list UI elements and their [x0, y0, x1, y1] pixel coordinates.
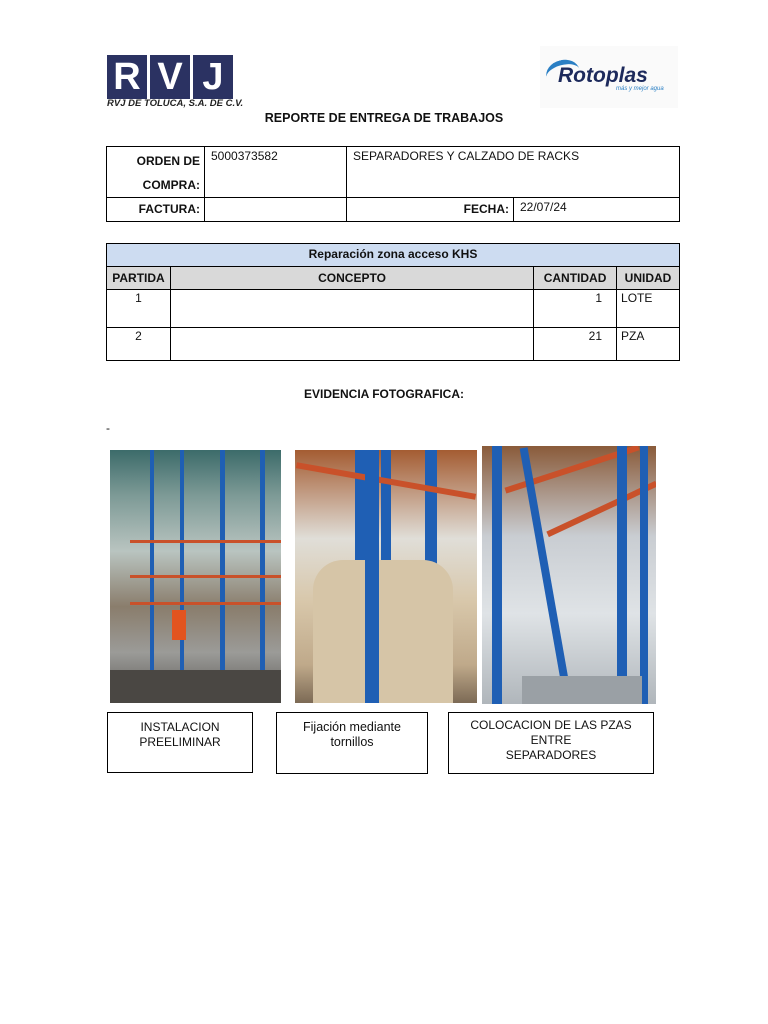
column-header-concepto: CONCEPTO [170, 267, 533, 290]
unidad-cell: PZA [617, 328, 680, 361]
dash-marker: - [106, 421, 110, 435]
rvj-logo-letter: R [107, 55, 147, 99]
caption-line: Fijación mediante [303, 720, 401, 734]
unidad-cell: LOTE [617, 290, 680, 328]
rvj-logo [107, 55, 233, 99]
photo-separators [482, 446, 656, 704]
evidence-heading: EVIDENCIA FOTOGRAFICA: [303, 387, 464, 401]
column-header-unidad: UNIDAD [617, 267, 680, 290]
orden-label-line1: ORDEN DE [136, 154, 200, 168]
caption-line: INSTALACION [140, 720, 220, 734]
rotoplas-logo-text: Rotoplas [558, 64, 648, 87]
rvj-company-name: RVJ DE TOLUCA, S.A. DE C.V. [107, 98, 244, 109]
caption-line: SEPARADORES [505, 748, 597, 762]
report-title: REPORTE DE ENTREGA DE TRABAJOS [264, 111, 504, 125]
fecha-value: 22/07/24 [514, 198, 680, 222]
photo-rack-screws [295, 450, 477, 703]
photo-caption [107, 712, 253, 773]
rvj-logo-letter: V [150, 55, 190, 99]
rotoplas-logo [540, 46, 678, 108]
caption-line: tornillos [330, 735, 374, 749]
factura-label: FACTURA: [107, 198, 205, 222]
table-row [107, 290, 680, 328]
items-table-heading: Reparación zona acceso KHS [107, 244, 680, 267]
orden-label-line2: COMPRA: [142, 178, 200, 192]
photo-caption [276, 712, 428, 774]
order-table [106, 146, 680, 222]
rvj-logo-letter: J [193, 55, 233, 99]
concepto-cell [170, 328, 533, 361]
factura-value [205, 198, 347, 222]
orden-compra-label [107, 147, 205, 198]
column-header-cantidad: CANTIDAD [534, 267, 617, 290]
fecha-label: FECHA: [347, 198, 514, 222]
partida-cell: 1 [107, 290, 171, 328]
orden-compra-value: 5000373582 [205, 147, 347, 198]
caption-line: COLOCACION DE LAS PZAS ENTRE [470, 718, 632, 747]
concepto-cell [170, 290, 533, 328]
column-header-partida: PARTIDA [107, 267, 171, 290]
photo-caption [448, 712, 654, 774]
table-row [107, 328, 680, 361]
partida-cell: 2 [107, 328, 171, 361]
cantidad-cell: 1 [534, 290, 617, 328]
order-description: SEPARADORES Y CALZADO DE RACKS [347, 147, 680, 198]
rotoplas-tagline: más y mejor agua [616, 86, 664, 92]
items-table [106, 243, 680, 361]
photo-warehouse-aisle [110, 450, 281, 703]
cantidad-cell: 21 [534, 328, 617, 361]
caption-line: PREELIMINAR [139, 735, 221, 749]
